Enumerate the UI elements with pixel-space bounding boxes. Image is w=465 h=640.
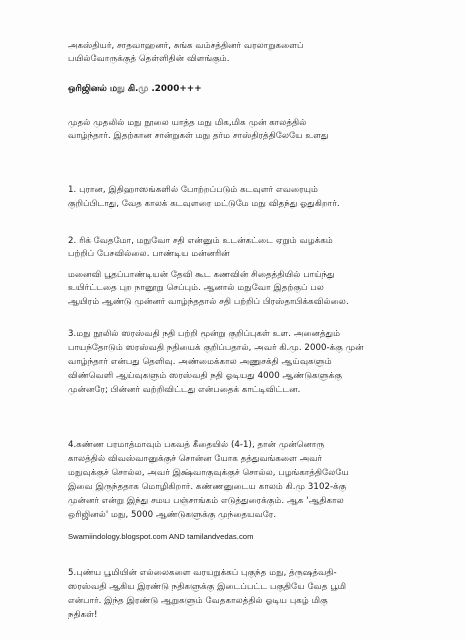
intro-line-1: அகஸ்தியர், சாதவாஹனர், சுங்க வம்சத்தினர் வரலாறுகளைப் xyxy=(68,41,304,51)
intro-line-2: பயில்வோருக்குத் தெள்ளிதின் விளங்கும். xyxy=(68,54,230,64)
section-heading: ஒரிஜினல் மநு கி.மு .2000+++ xyxy=(68,84,202,94)
section3-line-5: முன்னரே; பின்னர் வற்றிவிட்டது என்பதைக் காட்டிவிட்டன. xyxy=(68,385,301,395)
section4-line-6: ஒரிஜினல்' மநு, 5000 ஆண்டுகளுக்கு முந்தையவரே. xyxy=(68,510,277,520)
section3-line-2: பாயந்தோடும் ஸரஸ்வதி நதியைக் குறிப்பதால், அவர் கி.மு. 2000-க்கு முன் xyxy=(68,343,364,353)
section4-line-1: 4.கண்ண பரமாத்மாவும் பகவத் கீதையில் (4-1), தான் முன்னொரு xyxy=(68,440,325,450)
section0-line-2: வாழ்ந்தார். இதற்கான சான்றுகள் மநு தர்ம சாஸ்திரத்திலேயே உளது xyxy=(68,131,329,141)
section4-line-2: காலத்தில் விவஸ்வானுக்குச் சொன்ன யோக தத்துவங்களை அவர் xyxy=(68,454,323,464)
section0-line-1: முதல் முதலில் மநு நூலை யாத்த மநு மிக,மிக முன் காலத்தில் xyxy=(68,118,307,128)
section4-line-5: முன்னர் என்று இந்து சமய பஞ்சாங்கம் எடுத்துரைக்கும். ஆக 'ஆதிகால xyxy=(68,496,344,506)
section5-line-4: நதிகள்! xyxy=(68,610,98,620)
section2-line-1: 2. ரிக் வேதமோ, மநுவோ சதி என்னும் உடன்கட்டை ஏறும் வழக்கம் xyxy=(68,236,333,246)
section5-line-1: 5.புண்ய பூமியின் எல்லைகளை வரயறுக்கப் புகுந்த மநு, த்ருஷத்வதி- xyxy=(68,568,337,578)
section5-line-3: என்பார். இந்த இரண்டு ஆறுகளும் வேதகாலத்தில் ஓடிய புகழ் மிகு xyxy=(68,596,328,606)
section5-line-2: ஸரஸ்வதி ஆகிய இரண்டு நதிகளுக்கு இடைப்பட்ட பகுதியே வேத பூமி xyxy=(68,582,347,592)
section2-line-5: ஆயிரம் ஆண்டு முன்னர் வாழ்ந்ததால் சதி பற்றிப் பிரஸ்தாபிக்கவில்லை. xyxy=(68,297,349,307)
section4-line-3: மநுவுக்குச் சொல்ல, அவர் இக்ஷ்வாகுவுக்குச் சொல்ல, பழங்காத்திலேயே xyxy=(68,468,349,478)
section3-line-3: வாழ்ந்தார் என்பது தெளிவு. அண்மைக்கால அணுசக்தி ஆய்வுகளும் xyxy=(68,357,332,367)
section1-line-1: 1. புரான, இதிஹாஸங்களில் போற்றப்படும் கடவுளர் எவரையும் xyxy=(68,185,319,195)
section2-line-3: மனைவி பூதப்பாண்டியன் தேவி கூட கணவின் சிதைத்தியில் பாய்ந்து xyxy=(68,270,335,280)
section2-line-4: உயிர்ட்டதை புற நானூறு செப்பும். ஆனால் மநுவோ இதற்குப் பல xyxy=(68,283,324,293)
source-credit: Swamiindology.blogspot.com AND tamilandvedas.com xyxy=(68,532,254,541)
section2-line-2: பற்றிப் பேசவில்லை. பாண்டிய மன்னரின் xyxy=(68,249,230,259)
section1-line-2: குறிப்பிடாது, வேத காலக் கடவுளரை மட்டுமே மநு விதந்து ஓதுகிறார். xyxy=(68,199,340,209)
section3-line-4: விண்வெளி ஆய்வுகளும் ஸரஸ்வதி நதி ஓடியது 4000 ஆண்டுகளுக்கு xyxy=(68,371,342,381)
section4-line-4: இவை இருந்ததாக மொழிகிறார். கண்ணனுடைய காலம் கி.மு 3102-க்கு xyxy=(68,482,347,492)
section3-line-1: 3.மநு நூலில் ஸரஸ்வதி நதி பற்றி மூன்று குறிப்புகள் உள. அனைத்தும் xyxy=(68,329,341,339)
